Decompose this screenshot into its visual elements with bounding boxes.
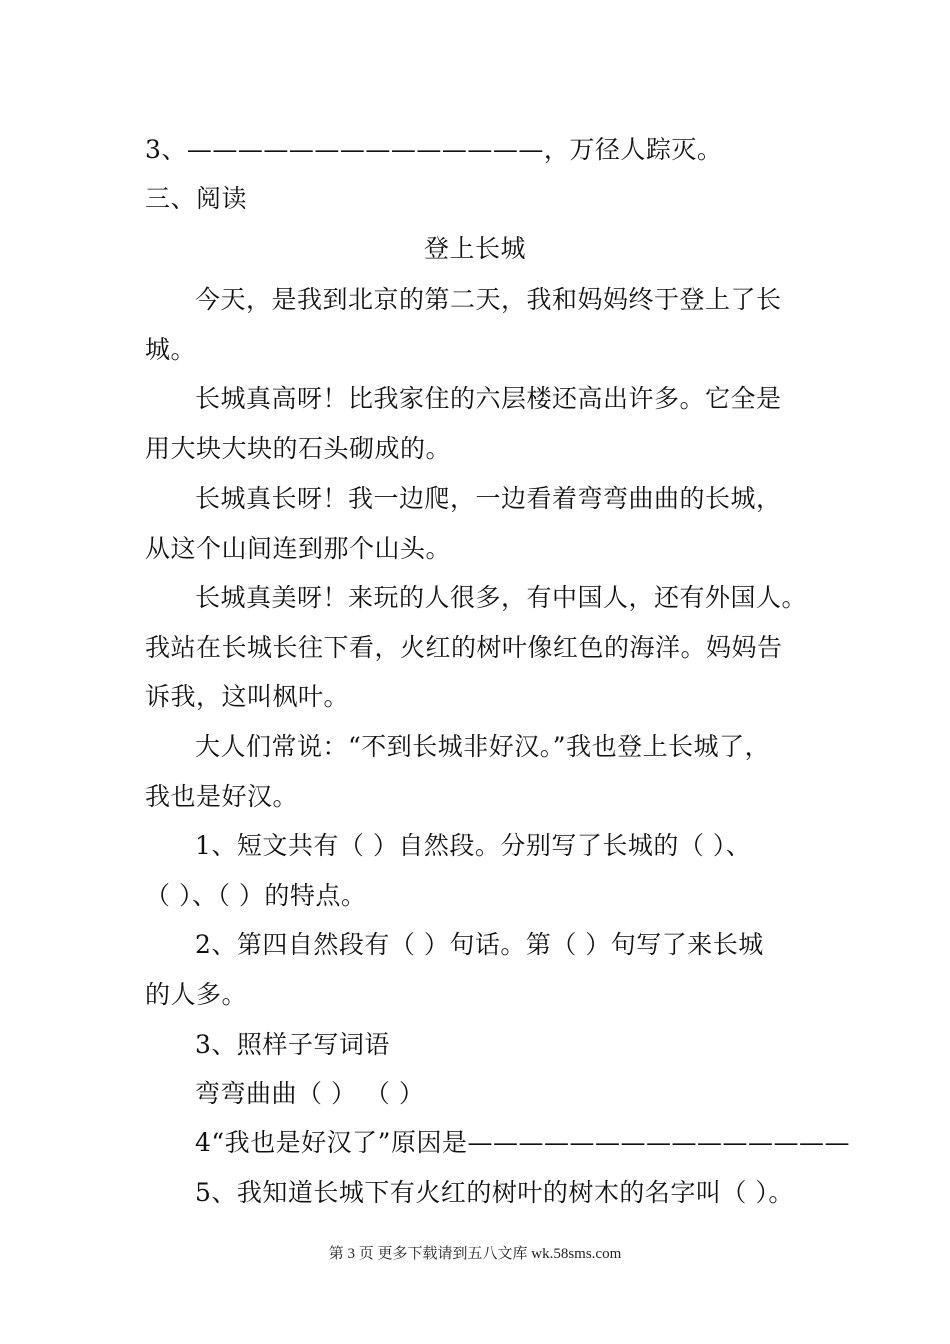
section-heading: 三、阅读: [145, 184, 248, 213]
poem-fill-blank-line: 3、——————————————，万径人踪灭。: [145, 135, 723, 164]
question-3-line-1: 3、照样子写词语: [195, 1030, 390, 1059]
paragraph-1-line-1: 今天，是我到北京的第二天，我和妈妈终于登上了长: [195, 285, 782, 314]
question-1-line-2: （ ）、（ ）的特点。: [145, 881, 367, 910]
paragraph-3-line-2: 从这个山间连到那个山头。: [145, 534, 452, 563]
page-footer: 第 3 页 更多下载请到五八文库 wk.58sms.com: [328, 1246, 622, 1262]
paragraph-1-line-2: 城。: [145, 335, 197, 364]
question-5: 5、我知道长城下有火红的树叶的树木的名字叫（ ）。: [195, 1178, 794, 1207]
question-2-line-2: 的人多。: [145, 980, 248, 1009]
question-1-line-1: 1、短文共有（ ）自然段。分别写了长城的（ ）、: [195, 831, 752, 860]
question-4: 4“我也是好汉了”原因是———————————————: [195, 1128, 850, 1157]
question-3-example: 弯弯曲曲（ ） （ ）: [195, 1079, 425, 1108]
paragraph-4-line-1: 长城真美呀！来玩的人很多，有中国人，还有外国人。: [195, 583, 808, 612]
article-title: 登上长城: [423, 234, 526, 263]
paragraph-2-line-2: 用大块大块的石头砌成的。: [145, 434, 452, 463]
paragraph-5-line-2: 我也是好汉。: [145, 782, 299, 811]
question-2-line-1: 2、第四自然段有（ ）句话。第（ ）句写了来长城: [195, 930, 764, 959]
paragraph-5-line-1: 大人们常说：“不到长城非好汉。”我也登上长城了，: [195, 732, 771, 761]
paragraph-4-line-3: 诉我，这叫枫叶。: [145, 682, 350, 711]
paragraph-2-line-1: 长城真高呀！比我家住的六层楼还高出许多。它全是: [195, 384, 782, 413]
paragraph-4-line-2: 我站在长城长往下看，火红的树叶像红色的海洋。妈妈告: [145, 633, 783, 662]
paragraph-3-line-1: 长城真长呀！我一边爬，一边看着弯弯曲曲的长城，: [195, 484, 782, 513]
